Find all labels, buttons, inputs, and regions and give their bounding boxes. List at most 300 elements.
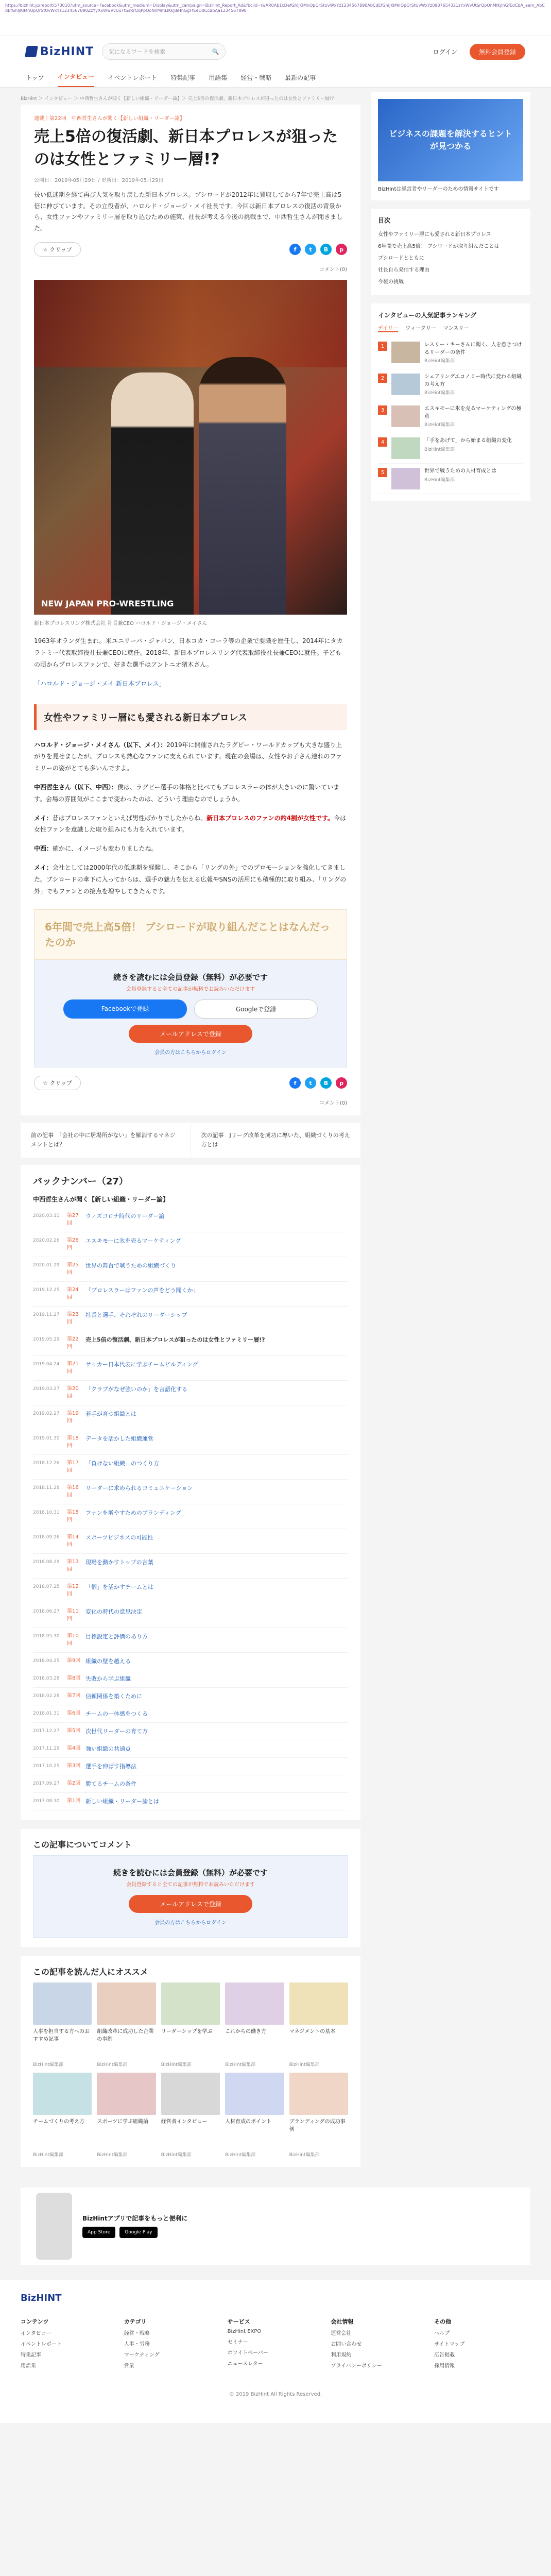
ranking-author: BizHint編集部 bbox=[424, 422, 455, 428]
backnumber-series: 中西哲生さんが聞く【新しい組織・リーダー論】 bbox=[33, 1195, 169, 1203]
search-input[interactable] bbox=[102, 43, 226, 60]
global-nav bbox=[0, 67, 551, 88]
browser-url-bar[interactable]: https://bizhint.jp/report/570010?utm_source=Facebook&utm_medium=Display&utm_campaign=BizHint_Report_Ad&fbclid=IwAR0Ab1cDefGhIjKlMnOpQrStUvWxYz1234567890AbCdEfGhIjKlMnOpQrStUvWxYz0987654321zYxWvUtSrQpOnMlKjIhGfEdCbA_aem_AbCdEfGhIjKlMnOpQrStUvWxYz1234567890ZzYyXxWwVvUuTtSsRrQqPpOoNnMmLlKkJjIiHhGgFfEeDdCcBbAa1234567890 bbox=[0, 0, 551, 36]
recommend-thumbnail[interactable] bbox=[289, 2073, 348, 2115]
quote-5 bbox=[34, 862, 347, 897]
app-banner-body bbox=[82, 2214, 187, 2238]
backnumber-number: 第2回 bbox=[67, 1780, 81, 1786]
pocket-share-icon[interactable]: p bbox=[336, 1077, 347, 1089]
twitter-share-icon[interactable]: t bbox=[305, 1077, 316, 1089]
quote-5-text: 会社としては2000年代の低迷期を経験し、そこから「リングの外」でのプロモーションを強化してきました。ブシロードの傘下に入ってからは、選手の魅力を伝える広報やSNSの活用にも積極的に取り組み、「リングの外」でもファンとの接点を増やしてきたんです。 bbox=[34, 863, 347, 895]
footer-link[interactable]: BizHint EXPO bbox=[227, 2328, 262, 2334]
backnumber-item[interactable] bbox=[33, 1740, 348, 1758]
backnumber-title-link[interactable]: ウィズコロナ時代のリーダー論 bbox=[85, 1212, 165, 1219]
recommend-card[interactable] bbox=[97, 1982, 156, 2067]
backnumber-item[interactable] bbox=[33, 1670, 348, 1688]
login-button[interactable]: ログイン bbox=[433, 48, 457, 56]
recommend-card-author: BizHint編集部 bbox=[33, 2152, 63, 2158]
recommend-card[interactable] bbox=[225, 1982, 284, 2067]
ranking-body bbox=[424, 374, 523, 397]
article-date: 公開日：2019年05月29日 / 更新日：2019年05月29日 bbox=[34, 178, 164, 183]
recommend-card-title[interactable]: 人事を担当する方へのおすすめ記事 bbox=[33, 2028, 90, 2042]
photo-person-left bbox=[111, 372, 194, 615]
phone-mockup bbox=[36, 2193, 72, 2260]
pocket-share-icon[interactable]: p bbox=[336, 244, 347, 255]
backnumber-date: 2018.11.28 bbox=[33, 1485, 60, 1490]
related-link[interactable]: 「ハロルド・ジョージ・メイ 新日本プロレス」 bbox=[34, 680, 165, 687]
rank-number: 5 bbox=[378, 468, 387, 477]
backnumber-title-link[interactable]: 「負けない組織」のつくり方 bbox=[85, 1460, 159, 1467]
backnumber-title: バックナンバー（27） bbox=[33, 1176, 128, 1187]
app-store-button[interactable]: App Store bbox=[82, 2227, 115, 2238]
recommend-thumbnail[interactable] bbox=[97, 1982, 156, 2025]
recommend-card-author: BizHint編集部 bbox=[33, 2062, 63, 2067]
recommend-card[interactable] bbox=[97, 2073, 156, 2158]
backnumber-number: 第16回 bbox=[67, 1484, 79, 1499]
backnumber-title-link[interactable]: 信頼関係を築くために bbox=[85, 1692, 142, 1700]
recommend-thumbnail[interactable] bbox=[289, 1982, 348, 2025]
ranking-title-link[interactable]: レスリー・キーさんに聞く、人を惹きつけるリーダーの条件 bbox=[424, 342, 522, 355]
recommend-card-title[interactable]: ブランディングの成功事例 bbox=[289, 2119, 346, 2132]
facebook-share-icon[interactable]: f bbox=[289, 244, 301, 255]
ranking-thumbnail[interactable] bbox=[391, 437, 420, 459]
recommend-card[interactable] bbox=[33, 2073, 92, 2158]
recommend-thumbnail[interactable] bbox=[161, 2073, 220, 2115]
ranking-thumbnail[interactable] bbox=[391, 342, 420, 363]
footer-column-heading: コンテンツ bbox=[21, 2318, 49, 2325]
facebook-register-button[interactable]: Facebookで登録 bbox=[63, 999, 187, 1019]
backnumber-date: 2017.08.30 bbox=[33, 1798, 60, 1804]
footer-link[interactable]: 用語集 bbox=[21, 2363, 36, 2369]
backnumber-date: 2020.02.26 bbox=[33, 1238, 60, 1243]
recommend-card-title[interactable]: これからの働き方 bbox=[225, 2028, 267, 2035]
recommend-thumbnail[interactable] bbox=[33, 2073, 92, 2115]
backnumber-number: 第17回 bbox=[67, 1460, 79, 1474]
backnumber-item[interactable] bbox=[33, 1356, 348, 1381]
footer-columns bbox=[21, 2309, 530, 2370]
backnumber-item[interactable] bbox=[33, 1688, 348, 1705]
hatena-share-icon[interactable]: B bbox=[320, 244, 332, 255]
app-store-buttons bbox=[82, 2227, 187, 2238]
footer-link[interactable]: サイトマップ bbox=[434, 2341, 465, 2347]
ranking-title-link[interactable]: 世界で戦うための人材育成とは bbox=[424, 468, 496, 474]
section-heading: 女性やファミリー層にも愛される新日本プロレス bbox=[34, 704, 347, 730]
recommend-card[interactable] bbox=[33, 1982, 92, 2067]
backnumber-item[interactable] bbox=[33, 1282, 348, 1307]
backnumber-item[interactable] bbox=[33, 1529, 348, 1554]
tab-monthly[interactable]: マンスリー bbox=[443, 326, 469, 331]
comment-section bbox=[21, 1829, 360, 1947]
quote-1-text: 2019年に開催されたラグビー・ワールドカップも大きな盛り上がりを見せましたが、プロレスも熱心なファンに支えられています。現在の会場は、女性やお子さん連れのファミリーの姿がとても多いんですよ。 bbox=[34, 741, 342, 772]
backnumber-date: 2018.03.28 bbox=[33, 1675, 60, 1681]
ranking-thumbnail[interactable] bbox=[391, 468, 420, 489]
backnumber-item[interactable] bbox=[33, 1653, 348, 1670]
backnumber-item[interactable] bbox=[33, 1455, 348, 1480]
search-icon[interactable]: 🔍 bbox=[212, 48, 219, 55]
backnumber-item[interactable] bbox=[33, 1628, 348, 1653]
nav-item-latest[interactable]: 最新の記事 bbox=[285, 74, 316, 81]
ranking-body bbox=[424, 342, 523, 365]
site-logo[interactable] bbox=[26, 45, 94, 58]
page-container bbox=[0, 88, 551, 2167]
recommend-thumbnail[interactable] bbox=[225, 1982, 284, 2025]
ranking-item[interactable] bbox=[378, 369, 523, 401]
backnumber-title-link[interactable]: スポーツビジネスの可能性 bbox=[85, 1534, 153, 1541]
recommend-card-author: BizHint編集部 bbox=[161, 2152, 192, 2158]
ranking-item[interactable] bbox=[378, 433, 523, 464]
footer-link[interactable]: 人事・労務 bbox=[124, 2341, 150, 2347]
recommend-card-title[interactable]: マネジメントの基本 bbox=[289, 2028, 336, 2035]
backnumber-date: 2018.01.31 bbox=[33, 1710, 60, 1716]
nav-item-interview[interactable]: インタビュー bbox=[58, 72, 95, 87]
toc-title: 目次 bbox=[378, 217, 391, 224]
footer-link[interactable]: マーケティング bbox=[124, 2352, 160, 2358]
backnumber-item[interactable] bbox=[33, 1381, 348, 1405]
toc-list bbox=[378, 229, 523, 288]
recommend-card-author: BizHint編集部 bbox=[289, 2062, 320, 2067]
mail-register-button[interactable]: メールアドレスで登録 bbox=[129, 1025, 252, 1043]
recommend-card-author: BizHint編集部 bbox=[97, 2152, 128, 2158]
recommend-card-author: BizHint編集部 bbox=[289, 2152, 320, 2158]
toc-item[interactable]: 社長自ら発信する理由 bbox=[378, 267, 429, 273]
backnumber-title-link[interactable]: ファンを増やすためのブランディング bbox=[85, 1509, 181, 1516]
recommend-card-title[interactable]: チームづくりの考え方 bbox=[33, 2119, 84, 2125]
ranking-author: BizHint編集部 bbox=[424, 359, 455, 364]
ranking-item[interactable] bbox=[378, 337, 523, 369]
footer-column-heading: その他 bbox=[434, 2318, 452, 2325]
clip-label-bottom: クリップ bbox=[49, 1080, 72, 1087]
backnumber-number: 第21回 bbox=[67, 1361, 79, 1375]
backnumber-date: 2018.10.31 bbox=[33, 1510, 60, 1515]
backnumber-item[interactable] bbox=[33, 1603, 348, 1628]
twitter-share-icon[interactable]: t bbox=[305, 244, 316, 255]
backnumber-title-link[interactable]: 選手を伸ばす指導法 bbox=[85, 1762, 136, 1770]
quote-4-text: 確かに、イメージも変わりましたね。 bbox=[53, 845, 158, 853]
nav-item-feature[interactable]: 特集記事 bbox=[170, 74, 196, 81]
footer-link[interactable]: 運営会社 bbox=[331, 2330, 352, 2336]
backnumber-date: 2018.09.26 bbox=[33, 1534, 60, 1540]
logo-text: BizHINT bbox=[40, 45, 94, 58]
sidebar-ad[interactable] bbox=[371, 92, 530, 200]
recommend-card-title[interactable]: リーダーシップを学ぶ bbox=[161, 2028, 213, 2035]
ranking-body bbox=[424, 468, 496, 489]
footer-link[interactable]: 広告掲載 bbox=[434, 2352, 455, 2358]
backnumber-date: 2019.02.27 bbox=[33, 1411, 60, 1416]
ranking-box bbox=[371, 303, 530, 501]
backnumber-item[interactable] bbox=[33, 1307, 348, 1331]
speaker-may-3: メイ： bbox=[34, 863, 53, 871]
backnumber-title-link[interactable]: データを活かした組織運営 bbox=[85, 1435, 153, 1442]
backnumber-title-link[interactable]: 社長と選手、それぞれのリーダーシップ bbox=[85, 1311, 187, 1318]
backnumber-title-link[interactable]: 「個」を活かすチームとは bbox=[85, 1583, 153, 1590]
backnumber-number: 第14回 bbox=[67, 1534, 79, 1548]
backnumber-number: 第22回 bbox=[67, 1336, 79, 1350]
ranking-title: インタビューの人気記事ランキング bbox=[378, 312, 477, 319]
gate-subtitle: 会員登録すると全ての記事が無料でお読みいただけます bbox=[126, 987, 255, 993]
backnumber-number: 第20回 bbox=[67, 1385, 79, 1400]
footer-link[interactable]: ヘルプ bbox=[434, 2330, 450, 2336]
backnumber-number: 第24回 bbox=[67, 1286, 79, 1301]
recommend-card[interactable] bbox=[289, 1982, 348, 2067]
recommend-card-title[interactable]: スポーツに学ぶ組織論 bbox=[97, 2119, 148, 2125]
backnumber-date: 2018.06.27 bbox=[33, 1608, 60, 1614]
copyright: © 2019 BizHint All Rights Reserved. bbox=[21, 2381, 530, 2413]
quote-3-text-a: 昔はプロレスファンといえば男性ばかりでしたからね。 bbox=[52, 814, 207, 822]
toc-item[interactable]: ブシロードとともに bbox=[378, 256, 424, 261]
recommend-card-author: BizHint編集部 bbox=[97, 2062, 128, 2067]
backnumber-title-link[interactable]: 若手が育つ組織とは bbox=[85, 1410, 136, 1417]
toc-item[interactable]: 6年間で売上高5倍！ ブシロードが取り組んだことは bbox=[378, 244, 500, 249]
backnumber-title-link[interactable]: 変化の時代の意思決定 bbox=[85, 1608, 142, 1615]
speaker-nakanishi-2: 中西： bbox=[34, 845, 53, 853]
backnumber-title-link[interactable]: 組織の壁を越える bbox=[85, 1657, 131, 1665]
recommend-card-title[interactable]: 組織改革に成功した企業の事例 bbox=[97, 2028, 154, 2042]
backnumber-item[interactable] bbox=[33, 1775, 348, 1793]
nav-item-management[interactable]: 経営・戦略 bbox=[240, 74, 272, 81]
footer-logo[interactable]: BizHINT bbox=[21, 2292, 62, 2303]
backnumber-title-link[interactable]: 勝てるチームの条件 bbox=[85, 1780, 136, 1787]
backnumber-number: 第13回 bbox=[67, 1558, 79, 1573]
backnumber-date: 2018.08.29 bbox=[33, 1559, 60, 1565]
backnumber-title-link[interactable]: エスキモーに氷を売るマーケティング bbox=[85, 1237, 181, 1244]
backnumber-number: 第8回 bbox=[67, 1675, 81, 1681]
backnumber-item[interactable] bbox=[33, 1554, 348, 1579]
backnumber-list bbox=[33, 1208, 348, 1810]
recommend-card[interactable] bbox=[225, 2073, 284, 2158]
footer-link[interactable]: ニュースレター bbox=[227, 2361, 263, 2367]
backnumber-title-link[interactable]: 現場を動かすトップの言葉 bbox=[85, 1558, 153, 1566]
share-row bbox=[34, 242, 347, 257]
toc-item[interactable]: 女性やファミリー層にも愛される新日本プロレス bbox=[378, 232, 491, 238]
backnumber-number: 第3回 bbox=[67, 1762, 81, 1769]
recommend-grid bbox=[33, 1982, 348, 2158]
backnumber-item[interactable] bbox=[33, 1758, 348, 1775]
backnumber-title-link[interactable]: 目標設定と評価のあり方 bbox=[85, 1633, 148, 1640]
recommend-thumbnail[interactable] bbox=[161, 1982, 220, 2025]
site-header bbox=[0, 36, 551, 67]
recommend-card[interactable] bbox=[161, 1982, 220, 2067]
backnumber-title-link[interactable]: 失敗から学ぶ組織 bbox=[85, 1675, 131, 1682]
backnumber-date: 2018.12.26 bbox=[33, 1460, 60, 1466]
series-tag[interactable]: 連載｜第22回 中西哲生さんが聞く【新しい組織・リーダー論】 bbox=[34, 116, 185, 122]
logo-mark-icon bbox=[25, 46, 38, 57]
backnumber-number: 第19回 bbox=[67, 1410, 79, 1425]
backnumber-title-link[interactable]: サッカー日本代表に学ぶチームビルディング bbox=[85, 1361, 198, 1368]
rank-number: 4 bbox=[378, 437, 387, 447]
backnumber-item[interactable] bbox=[33, 1232, 348, 1257]
rank-number: 1 bbox=[378, 342, 387, 351]
next-article-link[interactable]: 次の記事 Jリーグ改革を成功に導いた、組織づくりの考え方とは bbox=[201, 1132, 350, 1148]
article-title: 売上5倍の復活劇、新日本プロレスが狙ったのは女性とファミリー層!? bbox=[34, 128, 338, 168]
mail-register-button-2[interactable]: メールアドレスで登録 bbox=[129, 1895, 252, 1913]
site-footer bbox=[0, 2280, 551, 2423]
ranking-item[interactable] bbox=[378, 464, 523, 494]
backnumber-title-link[interactable]: 「プロレスラーはファンの声をどう聞くか」 bbox=[85, 1286, 199, 1294]
table-of-contents bbox=[371, 209, 530, 295]
teaser-heading: 6年間で売上高5倍！ ブシロードが取り組んだことはなんだったのか bbox=[45, 921, 330, 949]
recommend-thumbnail[interactable] bbox=[225, 2073, 284, 2115]
backnumber-title-link[interactable]: 次世代リーダーの育て方 bbox=[85, 1727, 148, 1735]
footer-link[interactable]: 経営・戦略 bbox=[124, 2330, 150, 2336]
comments-count-bottom[interactable]: コメント(0) bbox=[319, 1100, 347, 1107]
backnumber-title-link[interactable]: 世界の舞台で戦うための組織づくり bbox=[85, 1262, 176, 1269]
ad-caption: BizHintは経営者やリーダーのための情報サイトです bbox=[378, 187, 499, 192]
header-actions bbox=[426, 44, 525, 60]
quote-3 bbox=[34, 812, 347, 836]
footer-column-heading: サービス bbox=[227, 2318, 250, 2325]
ranking-body bbox=[424, 405, 523, 429]
recommend-card[interactable] bbox=[161, 2073, 220, 2158]
backnumber-item[interactable] bbox=[33, 1430, 348, 1455]
backnumber-title-link[interactable]: 強い組織の共通点 bbox=[85, 1745, 131, 1752]
speaker-nakanishi: 中西哲生さん（以下、中西）： bbox=[34, 783, 118, 791]
backnumber-item[interactable] bbox=[33, 1504, 348, 1529]
footer-link[interactable]: お問い合わせ bbox=[331, 2341, 362, 2347]
footer-link[interactable]: 営業 bbox=[124, 2363, 134, 2369]
footer-column bbox=[331, 2309, 427, 2370]
comments-count[interactable]: コメント(0) bbox=[319, 267, 347, 273]
backnumber-date: 2019.04.24 bbox=[33, 1361, 60, 1367]
main-column bbox=[21, 92, 360, 2167]
sidebar bbox=[371, 92, 530, 510]
nav-item-top[interactable]: トップ bbox=[26, 74, 44, 81]
nav-item-glossary[interactable]: 用語集 bbox=[209, 74, 228, 81]
recommend-thumbnail[interactable] bbox=[33, 1982, 92, 2025]
backnumber-section bbox=[21, 1165, 360, 1820]
backnumber-date: 2019.05.29 bbox=[33, 1336, 60, 1342]
nav-item-event-report[interactable]: イベントレポート bbox=[108, 74, 158, 81]
backnumber-item[interactable] bbox=[33, 1579, 348, 1603]
google-play-button[interactable]: Google Play bbox=[119, 2227, 157, 2238]
backnumber-number: 第11回 bbox=[67, 1608, 79, 1622]
backnumber-number: 第9回 bbox=[67, 1657, 81, 1664]
footer-link[interactable]: 採用情報 bbox=[434, 2363, 455, 2369]
google-register-button[interactable]: Googleで登録 bbox=[194, 999, 318, 1019]
backnumber-number: 第25回 bbox=[67, 1262, 79, 1276]
ranking-author: BizHint編集部 bbox=[424, 391, 455, 396]
recommend-card-title[interactable]: 人材育成のポイント bbox=[225, 2119, 272, 2125]
footer-column-heading: カテゴリ bbox=[124, 2318, 147, 2325]
backnumber-item[interactable] bbox=[33, 1208, 348, 1232]
login-link[interactable]: 会員の方はこちらからログイン bbox=[154, 1050, 227, 1056]
comment-section-title: この記事についてコメント bbox=[33, 1839, 132, 1850]
backnumber-date: 2020.01.29 bbox=[33, 1262, 60, 1268]
gate-title-2: 続きを読むには会員登録（無料）が必要です bbox=[113, 1868, 268, 1877]
footer-link[interactable]: ホワイトペーパー bbox=[227, 2350, 268, 2356]
quote-3-text-b: 今は女性ファンを意識した取り組みにも力を入れています。 bbox=[34, 814, 346, 834]
footer-link[interactable]: プライバシーポリシー bbox=[331, 2363, 382, 2369]
ranking-item[interactable] bbox=[378, 401, 523, 433]
backnumber-number: 第12回 bbox=[67, 1583, 79, 1598]
footer-link[interactable]: セミナー bbox=[227, 2339, 248, 2345]
footer-link[interactable]: イベントレポート bbox=[21, 2341, 62, 2347]
footer-link[interactable]: インタビュー bbox=[21, 2330, 51, 2336]
clip-label: クリップ bbox=[49, 246, 72, 253]
article-body bbox=[34, 635, 347, 897]
backnumber-title-link[interactable]: チームの一体感をつくる bbox=[85, 1710, 148, 1717]
backnumber-item[interactable] bbox=[33, 1723, 348, 1740]
ranking-thumbnail[interactable] bbox=[391, 374, 420, 395]
backnumber-date: 2018.07.25 bbox=[33, 1584, 60, 1589]
prev-article-link[interactable]: 前の記事 「会社の中に居場所がない」を解消するマネジメントとは？ bbox=[21, 1123, 191, 1157]
article-lead: 長い低迷期を経て再び人気を取り戻した新日本プロレス。ブシロードが2012年に買収してから7年で売上高は5倍に伸びています。その立役者が、ハロルド・ジョージ・メイ社長です。今回は新日本プロレスの復活の背景から、女性ファンやファミリー層を取り込むための施策、社長が考える今後の挑戦まで、中西哲生さんが聞きました。 bbox=[34, 191, 343, 232]
recommend-card-author: BizHint編集部 bbox=[225, 2062, 256, 2067]
register-button[interactable]: 無料会員登録 bbox=[470, 44, 525, 60]
backnumber-item[interactable] bbox=[33, 1793, 348, 1810]
hatena-share-icon[interactable]: B bbox=[320, 1077, 332, 1089]
ranking-title-link[interactable]: 「手をあげて」から始まる組織の変化 bbox=[424, 438, 512, 444]
backnumber-item[interactable] bbox=[33, 1405, 348, 1430]
prev-next-nav bbox=[21, 1123, 360, 1157]
article-hero-photo bbox=[34, 280, 347, 615]
backnumber-number: 第26回 bbox=[67, 1237, 79, 1251]
gate-subtitle-2: 会員登録すると全ての記事が無料でお読みいただけます bbox=[126, 1882, 255, 1888]
backnumber-date: 2018.02.28 bbox=[33, 1693, 60, 1699]
speaker-may-2: メイ： bbox=[34, 814, 53, 822]
recommend-card[interactable] bbox=[289, 2073, 348, 2158]
photo-backdrop bbox=[34, 280, 347, 367]
facebook-share-icon[interactable]: f bbox=[289, 1077, 301, 1089]
backnumber-date: 2018.04.25 bbox=[33, 1658, 60, 1664]
backnumber-date: 2019.03.27 bbox=[33, 1386, 60, 1392]
clip-button-bottom[interactable]: ☆ クリップ bbox=[34, 1076, 81, 1090]
recommend-thumbnail[interactable] bbox=[97, 2073, 156, 2115]
footer-link[interactable]: 特集記事 bbox=[21, 2352, 41, 2358]
quote-3-highlight: 新日本プロレスのファンの約4割が女性です。 bbox=[206, 814, 334, 822]
backnumber-date: 2017.12.27 bbox=[33, 1728, 60, 1734]
backnumber-title-link[interactable]: 「クラブがなぜ強いのか」を言語化する bbox=[85, 1385, 187, 1393]
gate-social-buttons bbox=[50, 999, 331, 1019]
speaker-may: ハロルド・ジョージ・メイさん（以下、メイ）： bbox=[34, 741, 167, 749]
tab-daily[interactable]: デイリー bbox=[378, 324, 398, 332]
tab-weekly[interactable]: ウィークリー bbox=[405, 326, 436, 331]
article bbox=[21, 105, 360, 1115]
backnumber-number: 第15回 bbox=[67, 1509, 79, 1523]
recommend-title: この記事を読んだ人にオススメ bbox=[33, 1967, 148, 1977]
ranking-body bbox=[424, 437, 512, 459]
backnumber-date: 2018.05.30 bbox=[33, 1633, 60, 1639]
backnumber-date: 2017.11.29 bbox=[33, 1745, 60, 1751]
clip-button[interactable]: ☆ クリップ bbox=[34, 242, 81, 257]
breadcrumb[interactable]: BizHint ＞ インタビュー ＞ 中西哲生さんが聞く【新しい組織・リーダー論】＞ 売上5倍の復活劇、新日本プロレスが狙ったのは女性とファミリー層!? bbox=[21, 96, 334, 101]
backnumber-title-link[interactable]: 新しい組織・リーダー論とは bbox=[85, 1798, 159, 1805]
backnumber-item[interactable] bbox=[33, 1257, 348, 1282]
photo-overlay-text: NEW JAPAN PRO-WRESTLING bbox=[41, 599, 174, 609]
ranking-author: BizHint編集部 bbox=[424, 447, 455, 452]
backnumber-number: 第10回 bbox=[67, 1633, 79, 1647]
backnumber-title-link[interactable]: リーダーに求められるコミュニケーション bbox=[85, 1484, 193, 1492]
footer-link[interactable]: 利用規約 bbox=[331, 2352, 352, 2358]
backnumber-number: 第4回 bbox=[67, 1745, 81, 1751]
registration-gate-2 bbox=[33, 1855, 348, 1938]
backnumber-item[interactable] bbox=[33, 1480, 348, 1504]
login-link-2[interactable]: 会員の方はこちらからログイン bbox=[154, 1920, 227, 1926]
recommend-card-title[interactable]: 経営者インタビュー bbox=[161, 2119, 208, 2125]
ad-banner[interactable]: ビジネスの課題を解決するヒントが見つかる bbox=[378, 99, 523, 181]
share-row-bottom bbox=[34, 1076, 347, 1090]
ranking-title-link[interactable]: シェアリングエコノミー時代に変わる組織の考え方 bbox=[424, 374, 522, 387]
footer-column bbox=[434, 2309, 530, 2370]
footer-column bbox=[21, 2309, 117, 2370]
backnumber-date: 2017.10.25 bbox=[33, 1763, 60, 1769]
ranking-title-link[interactable]: エスキモーに氷を売るマーケティングの極意 bbox=[424, 406, 522, 419]
ranking-author: BizHint編集部 bbox=[424, 477, 455, 483]
backnumber-item bbox=[33, 1331, 348, 1356]
toc-item[interactable]: 今後の挑戦 bbox=[378, 279, 404, 285]
backnumber-number: 第18回 bbox=[67, 1435, 79, 1449]
ranking-thumbnail[interactable] bbox=[391, 405, 420, 427]
backnumber-item[interactable] bbox=[33, 1705, 348, 1723]
